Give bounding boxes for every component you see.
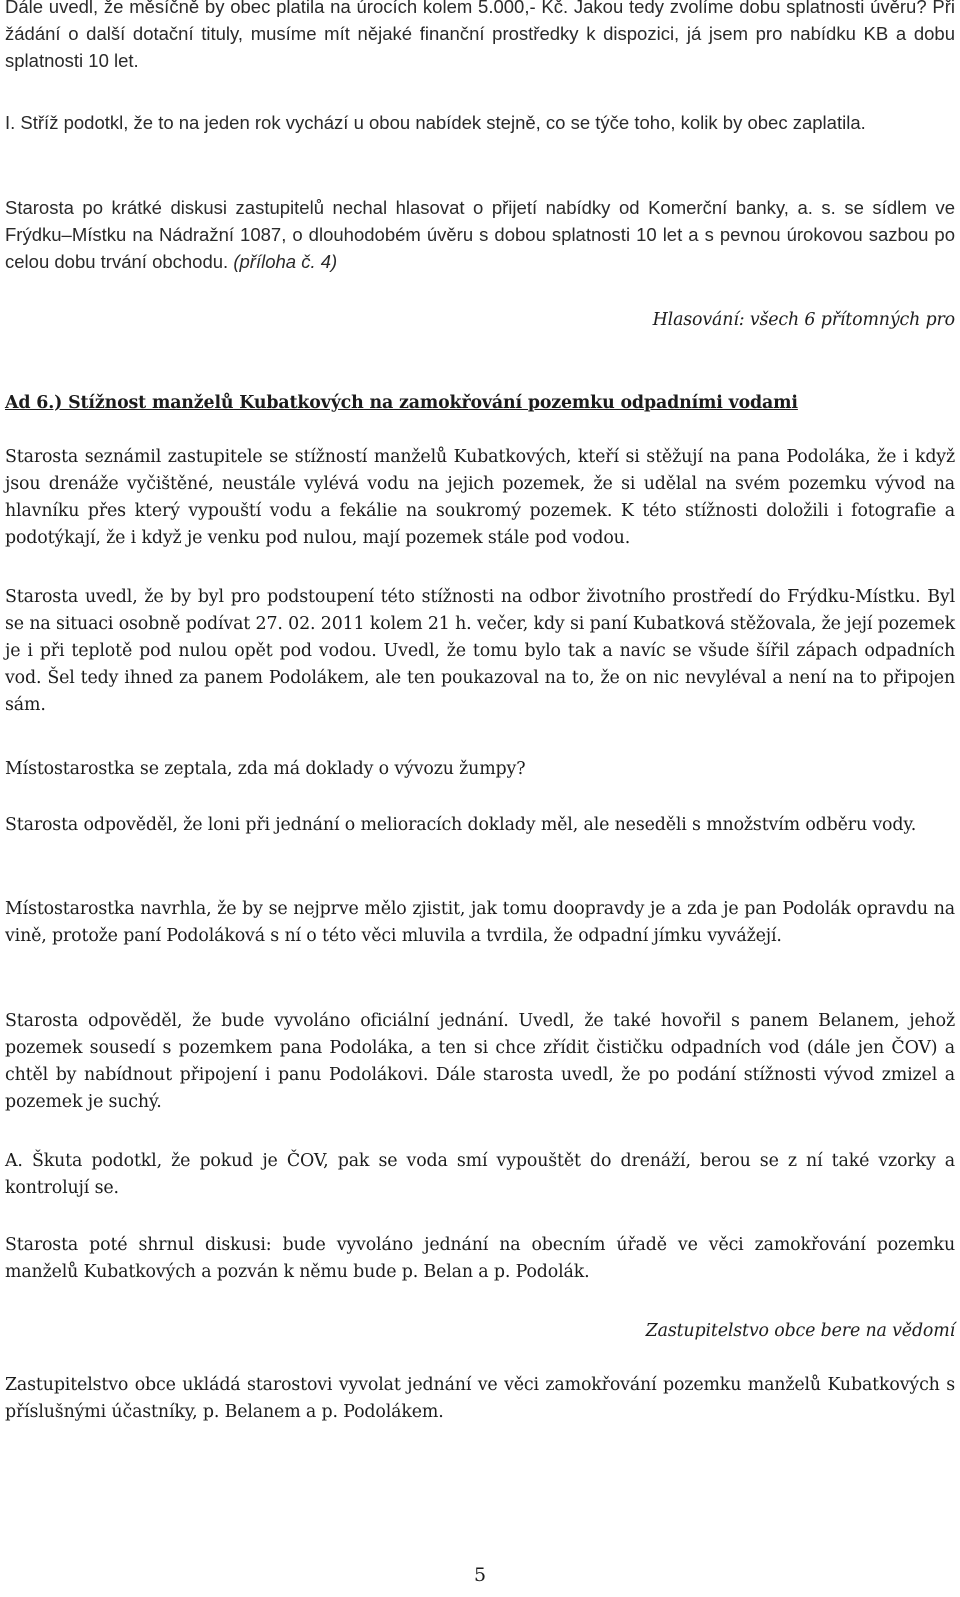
paragraph-resolution: Zastupitelstvo obce ukládá starostovi vyvolat jednání ve věci zamokřování pozemku manželů Kubatkových s příslušnými účastníky, p. Belanem a p. Podolákem. [5,1375,955,1422]
paragraph-official-meeting: Starosta odpověděl, že bude vyvoláno oficiální jednání. Uvedl, že také hovořil s panem Belanem, jehož pozemek sousedí s pozemkem pana Podoláka, a ten si chce zřídit čističku odpadních vod (dále jen ČOV) a chtěl by nabídnout připojení i panu Podolákovi. Dále starosta uvedl, že po podání stížnosti vývod zmizel a pozemek je suchý. [5,1011,955,1112]
paragraph-mayor-report: Starosta uvedl, že by byl pro podstoupení této stížnosti na odbor životního prostředí do Frýdku-Místku. Byl se na situaci osobně podívat 27. 02. 2011 kolem 21 h. večer, kdy si paní Kubatková stěžovala, že její pozemek je i při teplotě pod nulou opět pod vodou. Uvedl, že tomu bylo tak a navíc se všude šířil zápach odpadních vod. Šel tedy ihned za panem Podolákem, ale ten poukazoval na to, že on nic nevyléval a není na to připojen sám. [5,587,955,715]
agenda-item-heading: Ad 6.) Stížnost manželů Kubatkových na zamokřování pozemku odpadními vodami [5,393,798,413]
paragraph-complaint-intro: Starosta seznámil zastupitele se stížností manželů Kubatkových, kteří si stěžují na pana Podoláka, že i když jsou drenáže vyčištěné, neustále vylévá vodu na jejich pozemek, že si udělal na svém pozemku vývod na hlavníku přes který vypouští vodu a fekálie na soukromý pozemek. K této stížnosti doložili i fotografie a podotýkají, že i když je venku pod nulou, mají pozemek stále pod vodou. [5,447,955,548]
paragraph-striz-remark: I. Stříž podotkl, že to na jeden rok vychází u obou nabídek stejně, co se týče toho, kolik by obec zaplatila. [5,112,866,133]
paragraph-deputy-proposal: Místostarostka navrhla, že by se nejprve mělo zjistit, jak tomu doopravdy je a zda je pan Podolák opravdu na vině, protože paní Podoláková s ní o této věci mluvila a tvrdila, že odpadní jímku vyvážejí. [5,899,955,946]
paragraph-deputy-question: Místostarostka se zeptala, zda má doklady o vývozu žumpy? [5,759,526,779]
council-note: Zastupitelstvo obce bere na vědomí [645,1321,955,1341]
paragraph-vote-proposal [5,194,955,275]
vote-result: Hlasování: všech 6 přítomných pro [652,310,955,330]
annex-reference: (příloha č. 4) [233,251,338,272]
paragraph-skuta-remark: A. Škuta podotkl, že pokud je ČOV, pak se voda smí vypouštět do drenáží, berou se z ní také vzorky a kontrolují se. [5,1151,955,1198]
paragraph-mayor-answer: Starosta odpověděl, že loni při jednání o melioracích doklady měl, ale neseděli s množstvím odběru vody. [5,815,917,835]
page-number: 5 [473,1564,487,1586]
vote-proposal-text: Starosta po krátké diskusi zastupitelů nechal hlasovat o přijetí nabídky od Komerční banky, a. s. se sídlem ve Frýdku–Místku na Nádražní 1087, o dlouhodobém úvěru s dobou splatnosti 10 let a s pevnou úrokovou sazbou po celou dobu trvání obchodu. [5,197,955,272]
paragraph-loan-term: Dále uvedl, že měsíčně by obec platila na úrocích kolem 5.000,- Kč. Jakou tedy zvolíme dobu splatnosti úvěru? Při žádání o další dotační tituly, musíme mít nějaké finanční prostředky k dispozici, já jsem pro nabídku KB a dobu splatnosti 10 let. [5,0,955,71]
paragraph-summary: Starosta poté shrnul diskusi: bude vyvoláno jednání na obecním úřadě ve věci zamokřování pozemku manželů Kubatkových a pozván k němu bude p. Belan a p. Podolák. [5,1235,955,1282]
